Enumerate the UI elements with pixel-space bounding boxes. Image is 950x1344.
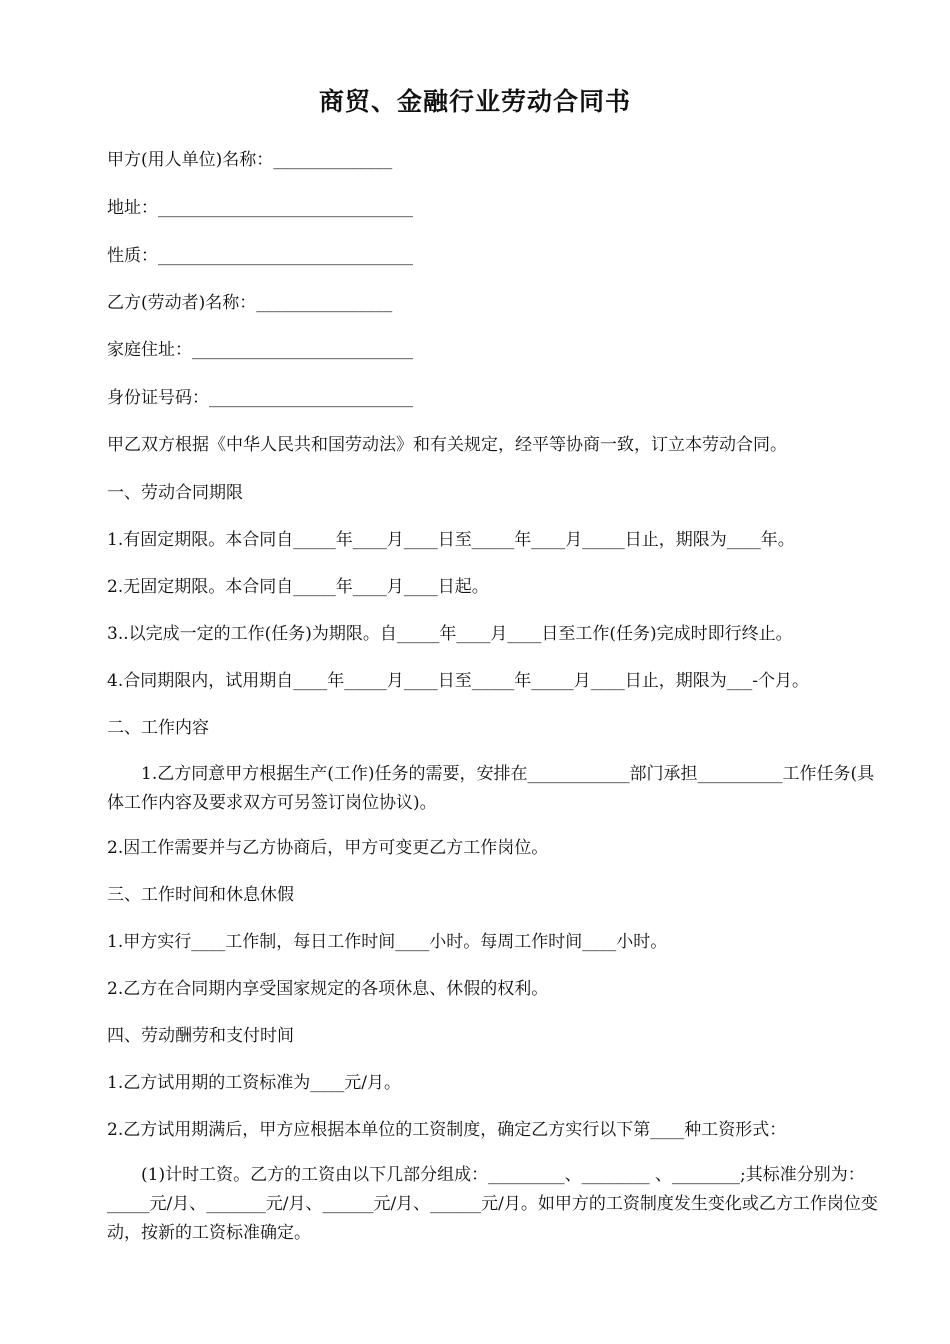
clause-paragraph: 1.甲方实行____工作制，每日工作时间____小时。每周工作时间____小时。 [107,932,668,952]
document-title: 商贸、金融行业劳动合同书 [318,87,631,116]
address-field: 地址：______________________________ [107,198,413,218]
section-heading: 四、劳动酬劳和支付时间 [107,1026,294,1046]
section-heading: 二、工作内容 [107,718,209,738]
clause-paragraph: 3..以完成一定的工作(任务)为期限。自_____年____月____日至工作(任务)完成时即行终止。 [107,624,793,644]
clause-paragraph: 2.乙方在合同期内享受国家规定的各项休息、休假的权利。 [107,979,549,999]
preamble-paragraph: 甲乙双方根据《中华人民共和国劳动法》和有关规定，经平等协商一致，订立本劳动合同。 [107,435,787,455]
clause-paragraph: 2.因工作需要并与乙方协商后，甲方可变更乙方工作岗位。 [107,838,549,858]
party-a-name-field: 甲方(用人单位)名称：______________ [107,150,393,170]
party-b-name-field: 乙方(劳动者)名称：________________ [107,293,393,313]
clause-paragraph: (1)计时工资。乙方的工资由以下几部分组成：_________、________ 、________;其标准分别为：_____元/月、_______元/月、______元/月、______元/月。如甲方的工资制度发生变化或乙方工作岗位变动，按新的工资标准确定。 [107,1165,878,1243]
section-heading: 一、劳动合同期限 [107,483,243,503]
clause-paragraph: 2.乙方试用期满后，甲方应根据本单位的工资制度，确定乙方实行以下第____种工资形式： [107,1120,787,1140]
section-heading: 三、工作时间和休息休假 [107,885,294,905]
home-address-field: 家庭住址：__________________________ [107,340,413,360]
clause-paragraph: 1.乙方同意甲方根据生产(工作)任务的需要，安排在____________部门承担__________工作任务(具体工作内容及要求双方可另签订岗位协议)。 [107,764,875,813]
clause-paragraph: 1.乙方试用期的工资标准为____元/月。 [107,1073,401,1093]
id-number-field: 身份证号码：________________________ [107,388,413,408]
clause-paragraph: 1.有固定期限。本合同自_____年____月____日至_____年____月_____日止，期限为____年。 [107,530,795,550]
nature-field: 性质：______________________________ [107,246,413,266]
clause-paragraph: 4.合同期限内，试用期自____年_____月____日至_____年_____月____日止，期限为___-个月。 [107,671,809,691]
clause-paragraph: 2.无固定期限。本合同自_____年____月____日起。 [107,577,489,597]
